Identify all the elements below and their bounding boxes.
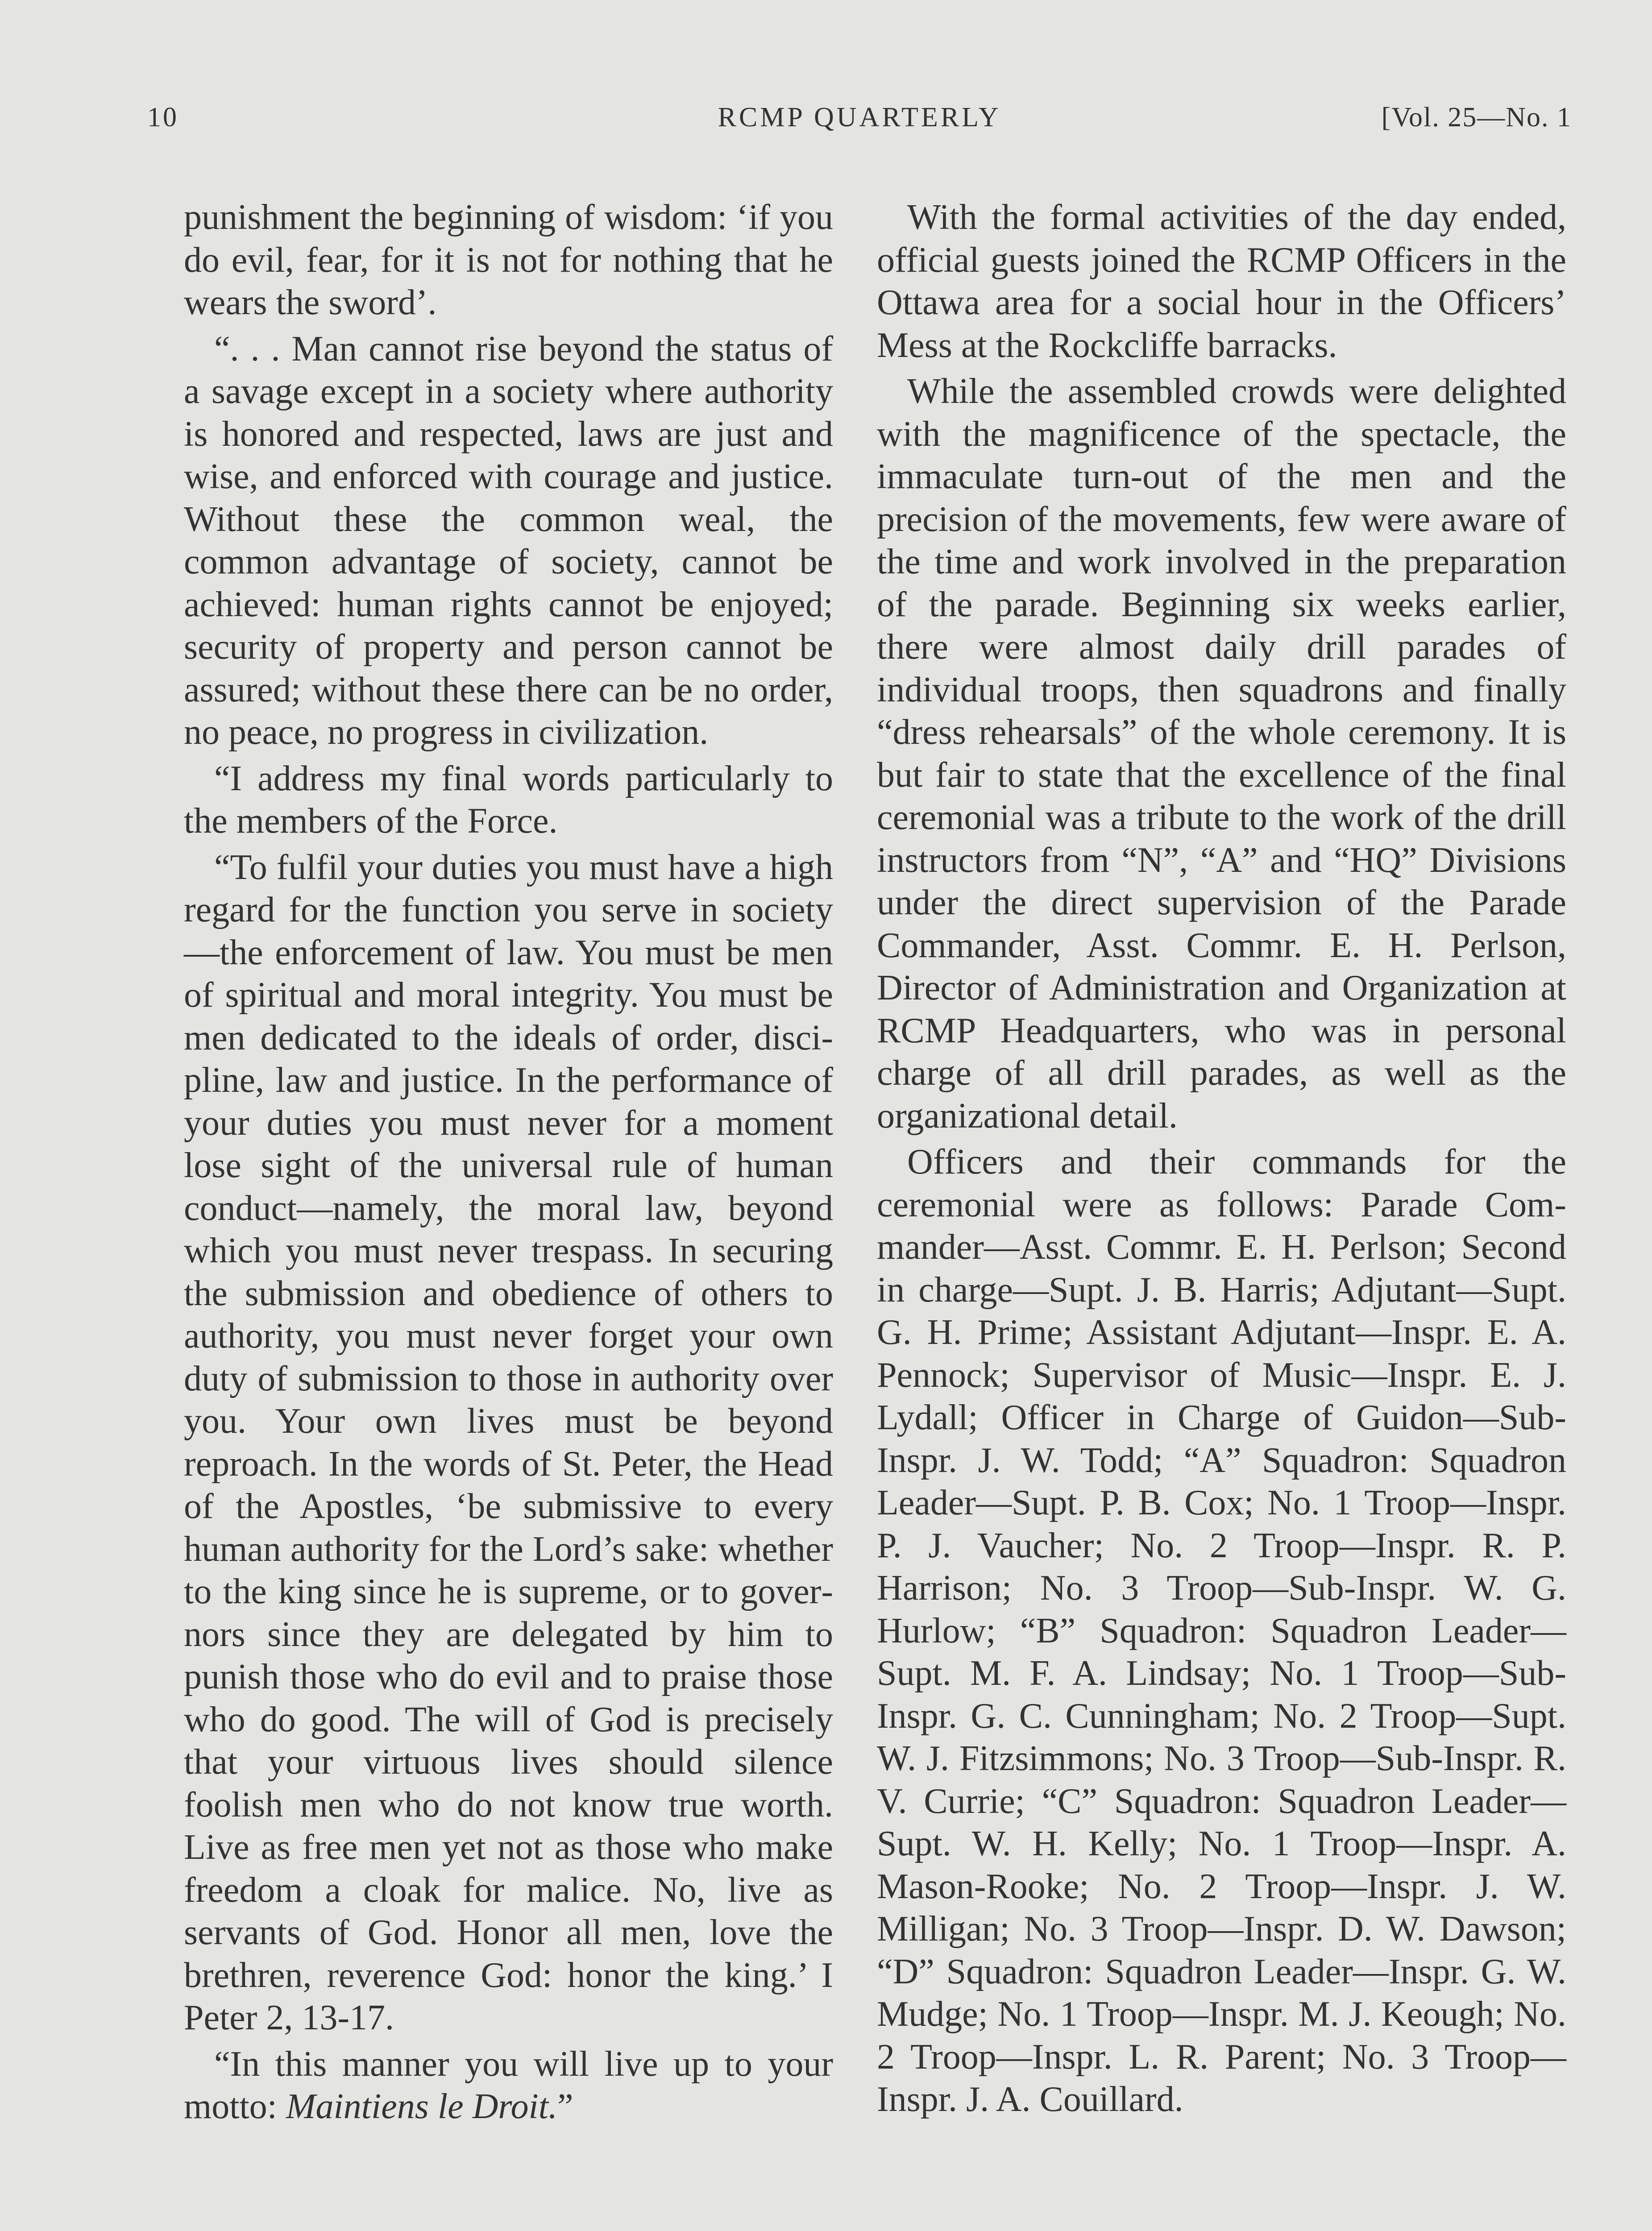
motto-text: Maintiens le Droit.	[286, 2087, 557, 2126]
volume-number: [Vol. 25—No. 1	[1381, 102, 1572, 133]
paragraph: Officers and their commands for the ceremonial were as follows: Parade Commander—Asst. Commr. E. H. Perlson; Second in charge—Supt. J. B. Harris; Adjutant—Supt. G. H. Prime; Assistant Adjutant—Inspr. E. A. Pennock; Supervisor of Music—Inspr. E. J. Lydall; Officer in Charge of Guidon—Sub-Inspr. J. W. Todd; “A” Squadron: Squadron Leader—Supt. P. B. Cox; No. 1 Troop—Inspr. P. J. Vaucher; No. 2 Troop—Inspr. R. P. Harrison; No. 3 Troop—Sub-Inspr. W. G. Hurlow; “B” Squadron: Squadron Leader—Supt. M. F. A. Lindsay; No. 1 Troop—Sub-Inspr. G. C. Cunningham; No. 2 Troop—Supt. W. J. Fitzsimmons; No. 3 Troop—Sub-Inspr. R. V. Currie; “C” Squadron: Squadron Leader—Supt. W. H. Kelly; No. 1 Troop—Inspr. A. Mason-Rooke; No. 2 Troop—Inspr. J. W. Milligan; No. 3 Troop—Inspr. D. W. Dawson; “D” Squadron: Squadron Leader—Inspr. G. W. Mudge; No. 1 Troop—Inspr. M. J. Keough; No. 2 Troop—Inspr. L. R. Parent; No. 3 Troop—Inspr. J. A. Couillard.	[877, 1142, 1566, 2119]
page-number: 10	[147, 102, 178, 133]
right-column	[877, 196, 1566, 2125]
paragraph-motto	[184, 2043, 833, 2128]
running-header	[147, 102, 1572, 146]
paragraph: “I address my final words particularly to the members of the Force.	[184, 759, 833, 841]
paragraph: While the assembled crowds were delighted with the magnificence of the spectacle, the immaculate turn-out of the men and the precision of the movements, few were aware of the time and work involved in the preparation of the parade. Beginning six weeks earlier, there were almost daily drill parades of individual troops, then squadrons and finally “dress rehearsals” of the whole ceremony. It is but fair to state that the excellence of the final ceremonial was a tribute to the work of the drill instructors from “N”, “A” and “HQ” Divisions under the direct supervision of the Parade Commander, Asst. Commr. E. H. Perlson, Director of Administration and Organization at RCMP Headquarters, who was in personal charge of all drill parades, as well as the organizational detail.	[877, 372, 1566, 1136]
left-column	[184, 196, 833, 2132]
paragraph: “. . . Man cannot rise beyond the status of a savage except in a society where authority is honored and respected, laws are just and wise, and enforced with courage and justice. Without these the common weal, the common advantage of society, cannot be achieved: human rights cannot be enjoyed; security of property and person cannot be assured; without these there can be no order, no peace, no progress in civilization.	[184, 329, 833, 752]
paragraph: punishment the beginning of wisdom: ‘if you do evil, fear, for it is not for nothing that he wears the sword’.	[184, 198, 833, 322]
motto-lead-text: “In this manner you will live up to your motto:	[184, 2044, 833, 2126]
publication-title: RCMP QUARTERLY	[718, 102, 1001, 133]
paragraph: With the formal activities of the day ended, official guests joined the RCMP Officers in the Ottawa area for a social hour in the Officers’ Mess at the Rockcliffe barracks.	[877, 198, 1566, 365]
closing-quote: ”	[557, 2087, 573, 2126]
paragraph: “To fulfil your duties you must have a high regard for the function you serve in society—the enforcement of law. You must be men of spiritual and moral integrity. You must be men dedicated to the ideals of order, discipline, law and justice. In the performance of your duties you must never for a moment lose sight of the universal rule of human conduct—namely, the moral law, beyond which you must never trespass. In securing the submission and obedience of others to authority, you must never forget your own duty of submission to those in authority over you. Your own lives must be beyond reproach. In the words of St. Peter, the Head of the Apostles, ‘be submissive to every human authority for the Lord’s sake: whether to the king since he is supreme, or to governors since they are delegated by him to punish those who do evil and to praise those who do good. The will of God is precisely that your virtuous lives should silence foolish men who do not know true worth. Live as free men yet not as those who make freedom a cloak for malice. No, live as servants of God. Honor all men, love the brethren, reverence God: honor the king.’ I Peter 2, 13-17.	[184, 847, 833, 2037]
